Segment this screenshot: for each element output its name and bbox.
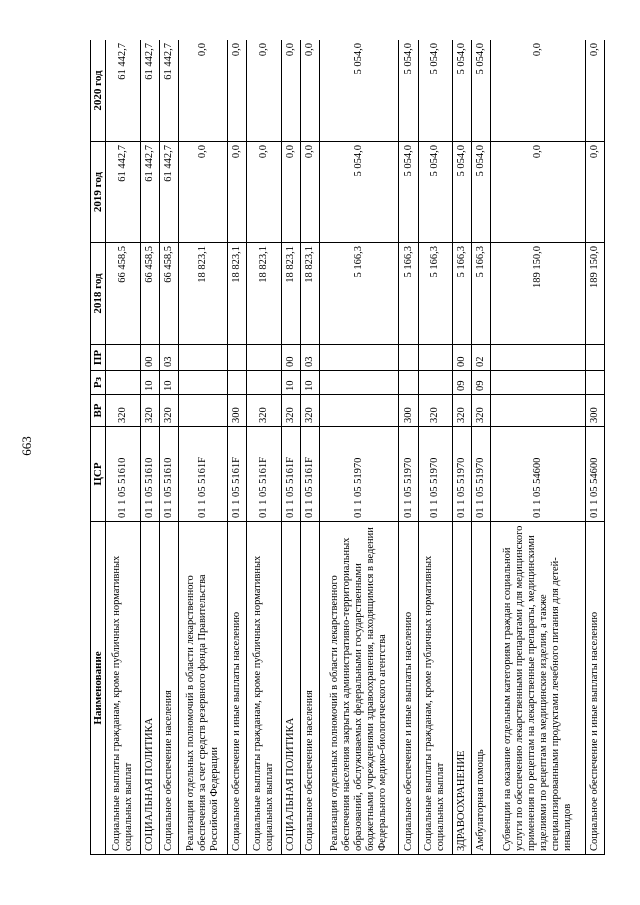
cell-rz bbox=[319, 371, 399, 395]
cell-name: Социальное обеспечение и иные выплаты населению bbox=[228, 522, 247, 855]
cell-vr: 320 bbox=[106, 395, 140, 427]
cell-pr: 00 bbox=[452, 345, 471, 371]
cell-2018: 5 166,3 bbox=[319, 243, 399, 345]
cell-rz bbox=[490, 371, 585, 395]
cell-pr bbox=[418, 345, 452, 371]
cell-vr: 300 bbox=[399, 395, 418, 427]
cell-2020: 0,0 bbox=[490, 40, 585, 142]
cell-pr bbox=[490, 345, 585, 371]
cell-2019: 5 054,0 bbox=[418, 142, 452, 243]
cell-pr: 02 bbox=[471, 345, 490, 371]
cell-rz bbox=[178, 371, 227, 395]
cell-rz: 09 bbox=[452, 371, 471, 395]
header-2018: 2018 год bbox=[91, 243, 106, 345]
cell-name: Амбулаторная помощь bbox=[471, 522, 490, 855]
cell-rz: 10 bbox=[159, 371, 178, 395]
cell-name: СОЦИАЛЬНАЯ ПОЛИТИКА bbox=[140, 522, 159, 855]
cell-csr: 01 1 05 54600 bbox=[490, 427, 585, 522]
cell-2018: 5 166,3 bbox=[399, 243, 418, 345]
cell-pr: 00 bbox=[140, 345, 159, 371]
cell-2020: 5 054,0 bbox=[418, 40, 452, 142]
table-body bbox=[106, 40, 605, 855]
cell-2020: 0,0 bbox=[281, 40, 300, 142]
cell-name: Социальные выплаты гражданам, кроме публичных нормативных социальных выплат bbox=[418, 522, 452, 855]
cell-vr: 300 bbox=[228, 395, 247, 427]
cell-csr: 01 1 05 51970 bbox=[452, 427, 471, 522]
cell-vr: 320 bbox=[281, 395, 300, 427]
cell-pr bbox=[247, 345, 281, 371]
cell-name: Социальные выплаты гражданам, кроме публичных нормативных социальных выплат bbox=[106, 522, 140, 855]
cell-pr bbox=[585, 345, 604, 371]
cell-csr: 01 1 05 5161F bbox=[228, 427, 247, 522]
cell-rz bbox=[585, 371, 604, 395]
cell-vr: 320 bbox=[159, 395, 178, 427]
cell-name: Реализация отдельных полномочий в области лекарственного обеспечения за счет средств резервного фонда Правительства Российской Федерации bbox=[178, 522, 227, 855]
cell-2018: 18 823,1 bbox=[247, 243, 281, 345]
table-header-row bbox=[91, 40, 106, 855]
cell-2018: 66 458,5 bbox=[106, 243, 140, 345]
cell-rz: 10 bbox=[281, 371, 300, 395]
cell-csr: 01 1 05 51610 bbox=[140, 427, 159, 522]
table-row bbox=[106, 40, 140, 855]
cell-2019: 5 054,0 bbox=[319, 142, 399, 243]
cell-2019: 5 054,0 bbox=[399, 142, 418, 243]
cell-2020: 0,0 bbox=[300, 40, 319, 142]
cell-2020: 0,0 bbox=[228, 40, 247, 142]
cell-2020: 61 442,7 bbox=[140, 40, 159, 142]
cell-vr bbox=[490, 395, 585, 427]
cell-pr bbox=[106, 345, 140, 371]
cell-2020: 5 054,0 bbox=[471, 40, 490, 142]
cell-2020: 0,0 bbox=[585, 40, 604, 142]
cell-vr: 320 bbox=[300, 395, 319, 427]
table-row bbox=[585, 40, 604, 855]
cell-vr: 320 bbox=[418, 395, 452, 427]
cell-pr bbox=[178, 345, 227, 371]
cell-2020: 0,0 bbox=[247, 40, 281, 142]
cell-2019: 5 054,0 bbox=[471, 142, 490, 243]
cell-2019: 0,0 bbox=[247, 142, 281, 243]
cell-2020: 5 054,0 bbox=[319, 40, 399, 142]
cell-name: СОЦИАЛЬНАЯ ПОЛИТИКА bbox=[281, 522, 300, 855]
header-2019: 2019 год bbox=[91, 142, 106, 243]
table-row bbox=[228, 40, 247, 855]
cell-2020: 61 442,7 bbox=[106, 40, 140, 142]
cell-vr bbox=[178, 395, 227, 427]
cell-rz: 10 bbox=[140, 371, 159, 395]
cell-vr: 320 bbox=[452, 395, 471, 427]
cell-csr: 01 1 05 54600 bbox=[585, 427, 604, 522]
cell-rz: 10 bbox=[300, 371, 319, 395]
cell-csr: 01 1 05 5161F bbox=[300, 427, 319, 522]
header-pr: ПР bbox=[91, 345, 106, 371]
page-number: 663 bbox=[19, 436, 34, 456]
cell-2018: 189 150,0 bbox=[490, 243, 585, 345]
cell-pr: 03 bbox=[300, 345, 319, 371]
cell-rz bbox=[399, 371, 418, 395]
cell-vr bbox=[319, 395, 399, 427]
cell-pr bbox=[319, 345, 399, 371]
table-row bbox=[300, 40, 319, 855]
cell-name: Социальное обеспечение и иные выплаты населению bbox=[399, 522, 418, 855]
cell-2018: 18 823,1 bbox=[228, 243, 247, 345]
cell-rz bbox=[418, 371, 452, 395]
table-row bbox=[281, 40, 300, 855]
cell-pr: 03 bbox=[159, 345, 178, 371]
cell-vr: 320 bbox=[471, 395, 490, 427]
cell-csr: 01 1 05 5161F bbox=[281, 427, 300, 522]
cell-pr bbox=[228, 345, 247, 371]
cell-rz bbox=[228, 371, 247, 395]
cell-csr: 01 1 05 51610 bbox=[159, 427, 178, 522]
cell-2018: 18 823,1 bbox=[178, 243, 227, 345]
cell-csr: 01 1 05 51970 bbox=[418, 427, 452, 522]
cell-csr: 01 1 05 51610 bbox=[106, 427, 140, 522]
cell-vr: 320 bbox=[140, 395, 159, 427]
cell-2018: 18 823,1 bbox=[281, 243, 300, 345]
table-row bbox=[471, 40, 490, 855]
cell-csr: 01 1 05 51970 bbox=[399, 427, 418, 522]
cell-2020: 0,0 bbox=[178, 40, 227, 142]
cell-2019: 0,0 bbox=[490, 142, 585, 243]
cell-2018: 66 458,5 bbox=[140, 243, 159, 345]
cell-name: Субвенции на оказание отдельным категориям граждан социальной услуги по обеспечению лекарственными препаратами для медицинского применения по рецептам на лекарственные препараты, медицинскими изделиями по рецептам на медицинские изделия, а также специализированными продуктами лечебного питания для детей-инвалидов bbox=[490, 522, 585, 855]
cell-2019: 0,0 bbox=[585, 142, 604, 243]
cell-2019: 5 054,0 bbox=[452, 142, 471, 243]
cell-rz: 09 bbox=[471, 371, 490, 395]
cell-2020: 5 054,0 bbox=[399, 40, 418, 142]
cell-vr: 300 bbox=[585, 395, 604, 427]
cell-pr: 00 bbox=[281, 345, 300, 371]
table-row bbox=[319, 40, 399, 855]
cell-2019: 0,0 bbox=[300, 142, 319, 243]
cell-2018: 5 166,3 bbox=[471, 243, 490, 345]
cell-2019: 61 442,7 bbox=[159, 142, 178, 243]
table-row bbox=[178, 40, 227, 855]
cell-rz bbox=[247, 371, 281, 395]
cell-name: Реализация отдельных полномочий в области лекарственного обеспечения населения закрытых административно-территориальных образований, обслуживаемых федеральными государственными бюджетными учреждениями здравоохранения, находящимися в ведении Федерального медико-биологического агентства bbox=[319, 522, 399, 855]
cell-2018: 18 823,1 bbox=[300, 243, 319, 345]
table-row bbox=[452, 40, 471, 855]
header-2020: 2020 год bbox=[91, 40, 106, 142]
cell-2020: 5 054,0 bbox=[452, 40, 471, 142]
cell-2018: 5 166,3 bbox=[418, 243, 452, 345]
cell-2019: 61 442,7 bbox=[140, 142, 159, 243]
cell-name: Социальное обеспечение и иные выплаты населению bbox=[585, 522, 604, 855]
cell-2019: 61 442,7 bbox=[106, 142, 140, 243]
cell-2019: 0,0 bbox=[281, 142, 300, 243]
header-rz: Рз bbox=[91, 371, 106, 395]
cell-2020: 61 442,7 bbox=[159, 40, 178, 142]
table-row bbox=[399, 40, 418, 855]
rotated-table-container bbox=[90, 40, 605, 855]
cell-rz bbox=[106, 371, 140, 395]
cell-name: Социальное обеспечение населения bbox=[159, 522, 178, 855]
table-row bbox=[247, 40, 281, 855]
header-csr: ЦСР bbox=[91, 427, 106, 522]
table-row bbox=[418, 40, 452, 855]
cell-2018: 5 166,3 bbox=[452, 243, 471, 345]
cell-2019: 0,0 bbox=[178, 142, 227, 243]
table-row bbox=[159, 40, 178, 855]
header-vr: ВР bbox=[91, 395, 106, 427]
cell-csr: 01 1 05 5161F bbox=[178, 427, 227, 522]
table-row bbox=[490, 40, 585, 855]
cell-vr: 320 bbox=[247, 395, 281, 427]
cell-2019: 0,0 bbox=[228, 142, 247, 243]
table-row bbox=[140, 40, 159, 855]
cell-name: Социальные выплаты гражданам, кроме публичных нормативных социальных выплат bbox=[247, 522, 281, 855]
cell-csr: 01 1 05 51970 bbox=[471, 427, 490, 522]
cell-pr bbox=[399, 345, 418, 371]
cell-csr: 01 1 05 51970 bbox=[319, 427, 399, 522]
cell-2018: 66 458,5 bbox=[159, 243, 178, 345]
cell-csr: 01 1 05 5161F bbox=[247, 427, 281, 522]
cell-name: Социальное обеспечение населения bbox=[300, 522, 319, 855]
cell-2018: 189 150,0 bbox=[585, 243, 604, 345]
header-name: Наименование bbox=[91, 522, 106, 855]
cell-name: ЗДРАВООХРАНЕНИЕ bbox=[452, 522, 471, 855]
budget-table bbox=[90, 40, 605, 855]
